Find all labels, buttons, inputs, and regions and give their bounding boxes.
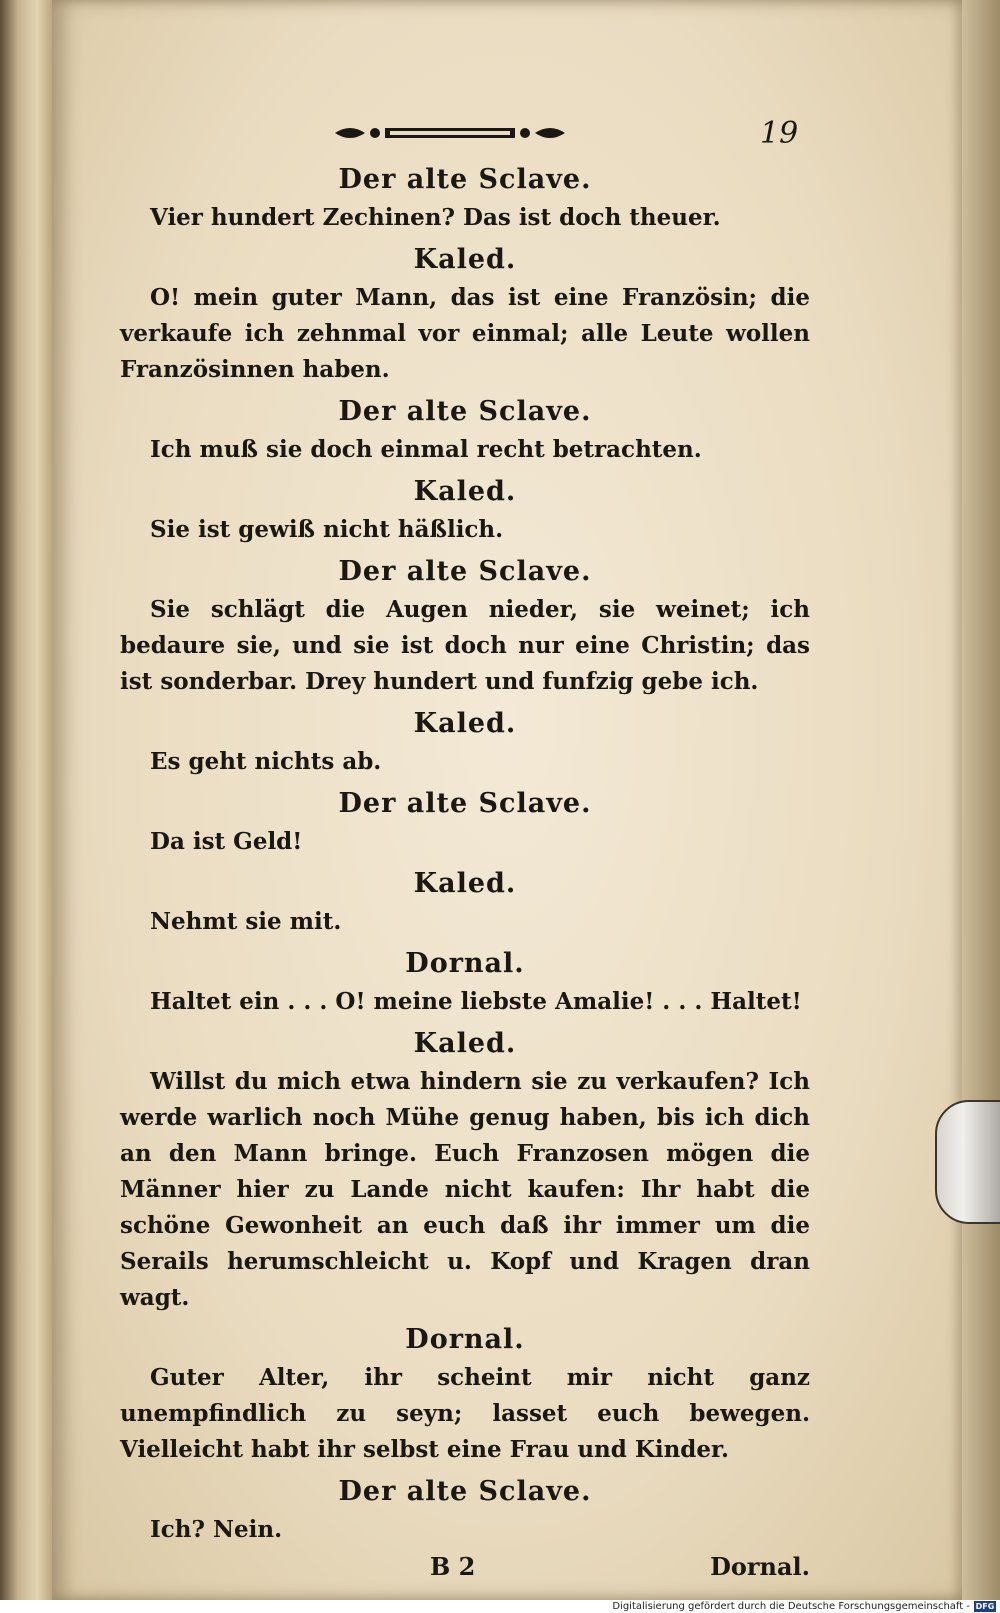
speech-text: Ich muß sie doch einmal recht betrachten. (150, 436, 702, 463)
speech-text: Da ist Geld! (150, 828, 303, 855)
catchword: Dornal. (710, 1552, 810, 1581)
speaker-name: Der alte Sclave. (338, 556, 592, 587)
speaker-name: Kaled. (413, 1028, 517, 1059)
speech-text: O! mein guter Mann, das ist eine Französin; die verkaufe ich zehnmal vor einmal; alle Leute wollen Französinnen haben. (120, 284, 810, 383)
speech-text: Haltet ein . . . O! meine liebste Amalie! . . . Haltet! (150, 988, 802, 1015)
speech-text: Nehmt sie mit. (150, 908, 342, 935)
page-footer (120, 1552, 810, 1592)
credit-bar (0, 1600, 1000, 1613)
speech-text: Willst du mich etwa hindern sie zu verkaufen? Ich werde warlich noch Mühe genug haben, bis ich dich an den Mann bringe. Euch Franzosen mögen die Männer hier zu Lande nicht kaufen: Ihr habt die schöne Gewonheit an euch daß ihr immer um die Serails herumschleicht u. Kopf und Kragen dran wagt. (120, 1068, 810, 1311)
speaker-name: Kaled. (413, 476, 517, 507)
speech-text: Vier hundert Zechinen? Das ist doch theuer. (150, 204, 721, 231)
dfg-logo: DFG (975, 1602, 995, 1611)
speech-text: Ich? Nein. (150, 1516, 283, 1543)
ornament-rule-icon (330, 118, 570, 148)
speech-text: Sie schlägt die Augen nieder, sie weinet; ich bedaure sie, und sie ist doch nur eine Christin; das ist sonderbar. Drey hundert und funfzig gebe ich. (120, 596, 810, 695)
speaker-name: Der alte Sclave. (338, 788, 592, 819)
credit-text: Digitalisierung gefördert durch die Deutsche Forschungsgemeinschaft - (612, 1601, 970, 1612)
page-header (120, 110, 810, 160)
speaker-name: Der alte Sclave. (338, 396, 592, 427)
speech-text: Es geht nichts ab. (150, 748, 382, 775)
page-text (120, 110, 810, 1592)
speech-text: Sie ist gewiß nicht häßlich. (150, 516, 504, 543)
speaker-name: Kaled. (413, 244, 517, 275)
speaker-name: Der alte Sclave. (338, 164, 592, 195)
page-number: 19 (760, 116, 799, 151)
thumb-clip (935, 1100, 1000, 1224)
speaker-name: Dornal. (405, 948, 525, 979)
page-edge (962, 0, 1000, 1600)
speech-text: Guter Alter, ihr scheint mir nicht ganz unempfindlich zu seyn; lasset euch bewegen. Vielleicht habt ihr selbst eine Frau und Kinder. (120, 1364, 810, 1463)
speaker-name: Kaled. (413, 708, 517, 739)
speaker-name: Der alte Sclave. (338, 1476, 592, 1507)
speaker-name: Dornal. (405, 1324, 525, 1355)
speaker-name: Kaled. (413, 868, 517, 899)
signature-mark: B 2 (430, 1552, 476, 1581)
dialogue (120, 160, 810, 1548)
